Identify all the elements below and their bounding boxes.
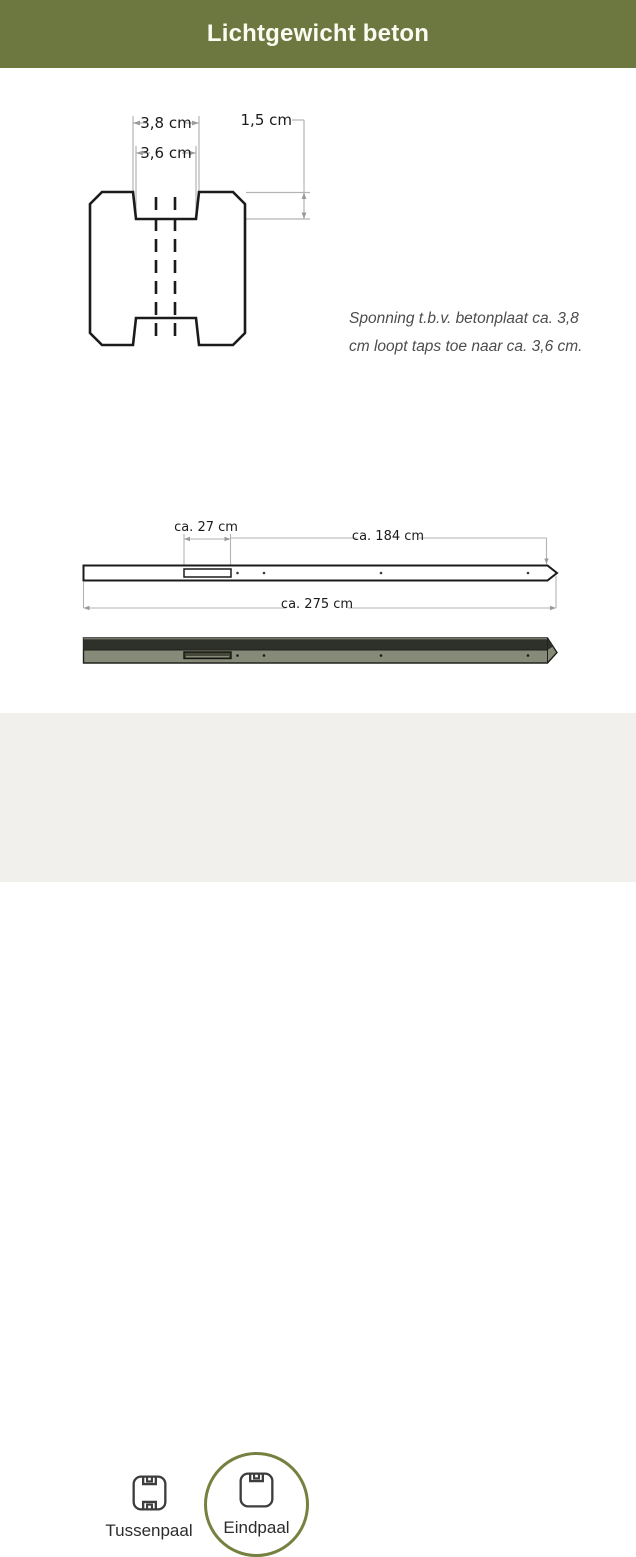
tussenpaal-icon [131,1474,168,1512]
cross-section-drawing [60,100,340,360]
dim-label-3-8: 3,8 cm [140,114,192,132]
dim-label-1-5: 1,5 cm [240,111,292,129]
eindpaal-label: Eindpaal [223,1518,290,1537]
option-eindpaal-selected[interactable] [204,1452,309,1557]
post-type-selector [0,713,636,1540]
eindpaal-icon [238,1471,275,1509]
dim-label-3-6: 3,6 cm [140,144,192,162]
sponning-note-line2: cm loopt taps toe naar ca. 3,6 cm. [349,338,583,355]
post-render-image [60,632,580,672]
header-bar [0,0,636,68]
page-title: Lichtgewicht beton [206,20,430,47]
post-side-view-drawing [60,512,580,617]
tussenpaal-label: Tussenpaal [105,1521,193,1540]
dim-label-184: ca. 184 cm [351,529,425,544]
dim-label-275: ca. 275 cm [280,597,354,612]
sponning-note-line1: Sponning t.b.v. betonplaat ca. 3,8 [349,310,579,327]
option-tussenpaal[interactable] [94,1474,204,1541]
sponning-note [349,305,589,361]
dim-label-27: ca. 27 cm [174,520,238,535]
